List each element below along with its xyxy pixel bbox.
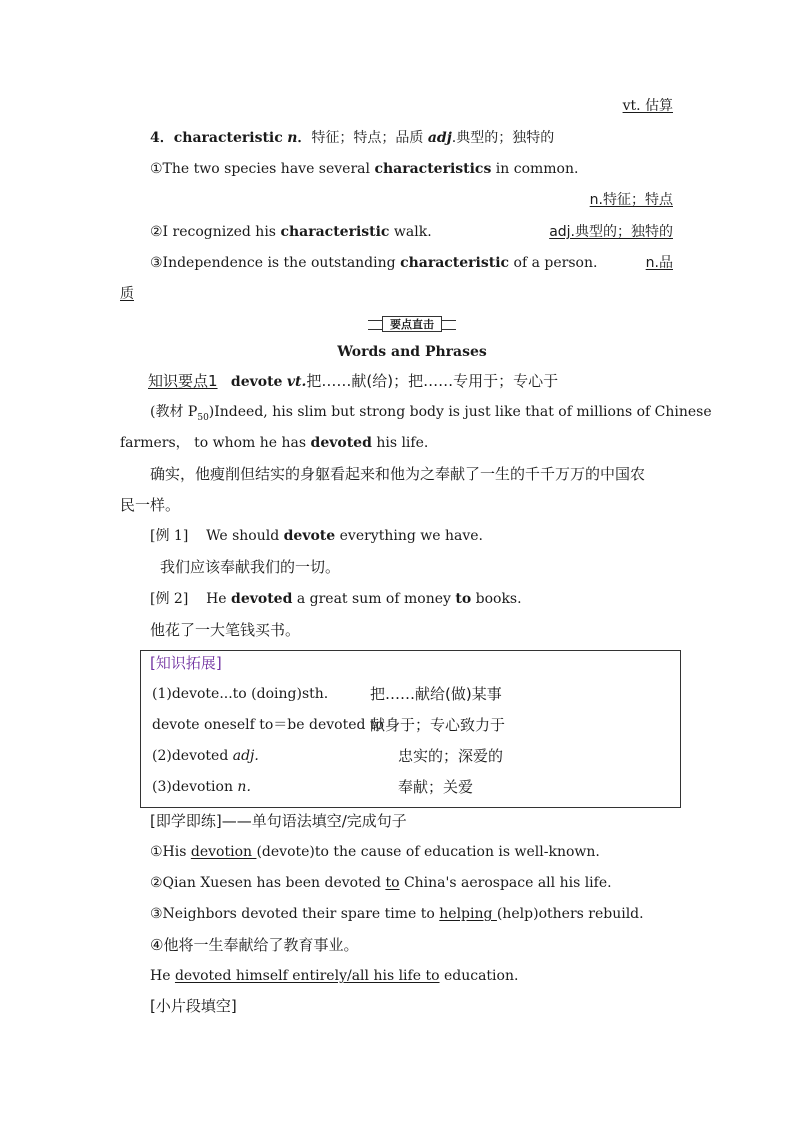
- box-row-1-zh: 把……献给(做)某事: [370, 685, 502, 703]
- example-2: [例 2] He devoted a great sum of money to books.: [150, 591, 522, 607]
- example-sentence-3: ③Independence is the outstanding characteristic of a person.: [150, 255, 598, 271]
- practice-q3: ③Neighbors devoted their spare time to helping (help)others rebuild.: [150, 906, 644, 922]
- box-row-1-en: (1)devote...to (doing)sth.: [152, 686, 329, 702]
- box-row-3-zh: 忠实的；深爱的: [398, 747, 504, 765]
- answer-3b: 质: [120, 286, 134, 302]
- box-row-4-zh: 奉献；关爱: [398, 778, 474, 796]
- knowledge-point-1: 知识要点1 devote vt.把……献(给)；把……专用于；专心于: [148, 372, 559, 390]
- box-row-2-en: devote oneself to＝be devoted to: [152, 717, 384, 733]
- answer-3a: n.品: [645, 255, 673, 271]
- practice-title: [即学即练]——单句语法填空/完成句子: [150, 812, 407, 830]
- textbook-sentence-line1: (教材 $P_{50})Indeed$, his slim but strong body is just like that of millions of Chinese: [150, 404, 712, 423]
- box-row-2-zh: 献身于；专心致力于: [370, 716, 506, 734]
- example-1-translation: 我们应该奉献我们的一切。: [160, 558, 341, 576]
- section-heading: Words and Phrases: [337, 344, 487, 360]
- practice-q2: ②Qian Xuesen has been devoted to China's aerospace all his life.: [150, 875, 612, 891]
- snippet-fill-title: [小片段填空]: [150, 997, 237, 1015]
- practice-q4-chinese: ④他将一生奉献给了教育事业。: [150, 936, 359, 954]
- box-row-3-en: (2)devoted adj.: [152, 748, 259, 764]
- section-badge: 要点直击: [368, 316, 456, 332]
- textbook-sentence-line2: farmers， to whom he has devoted his life.: [120, 435, 429, 451]
- example-2-translation: 他花了一大笔钱买书。: [150, 621, 301, 639]
- practice-q1: ①His devotion (devote)to the cause of education is well-known.: [150, 844, 600, 860]
- example-sentence-1: ①The two species have several characteristics in common.: [150, 161, 579, 177]
- practice-q4-answer: He devoted himself entirely/all his life to education.: [150, 968, 519, 984]
- answer-vt-estimate: vt. 估算: [622, 98, 673, 114]
- answer-1: n.特征；特点: [589, 192, 673, 208]
- translation-line2: 民一样。: [120, 496, 181, 514]
- box-row-4-en: (3)devotion n.: [152, 779, 251, 795]
- box-title: [知识拓展]: [150, 654, 222, 672]
- answer-2: adj.典型的；独特的: [549, 224, 673, 240]
- example-sentence-2: ②I recognized his characteristic walk.: [150, 224, 432, 240]
- translation-line1: 确实，他瘦削但结实的身躯看起来和他为之奉献了一生的千千万万的中国农: [150, 465, 646, 483]
- example-1: [例 1] We should devote everything we have.: [150, 528, 483, 544]
- vocab-item-4: 4．characteristic n．特征；特点；品质 adj.典型的；独特的: [150, 130, 555, 146]
